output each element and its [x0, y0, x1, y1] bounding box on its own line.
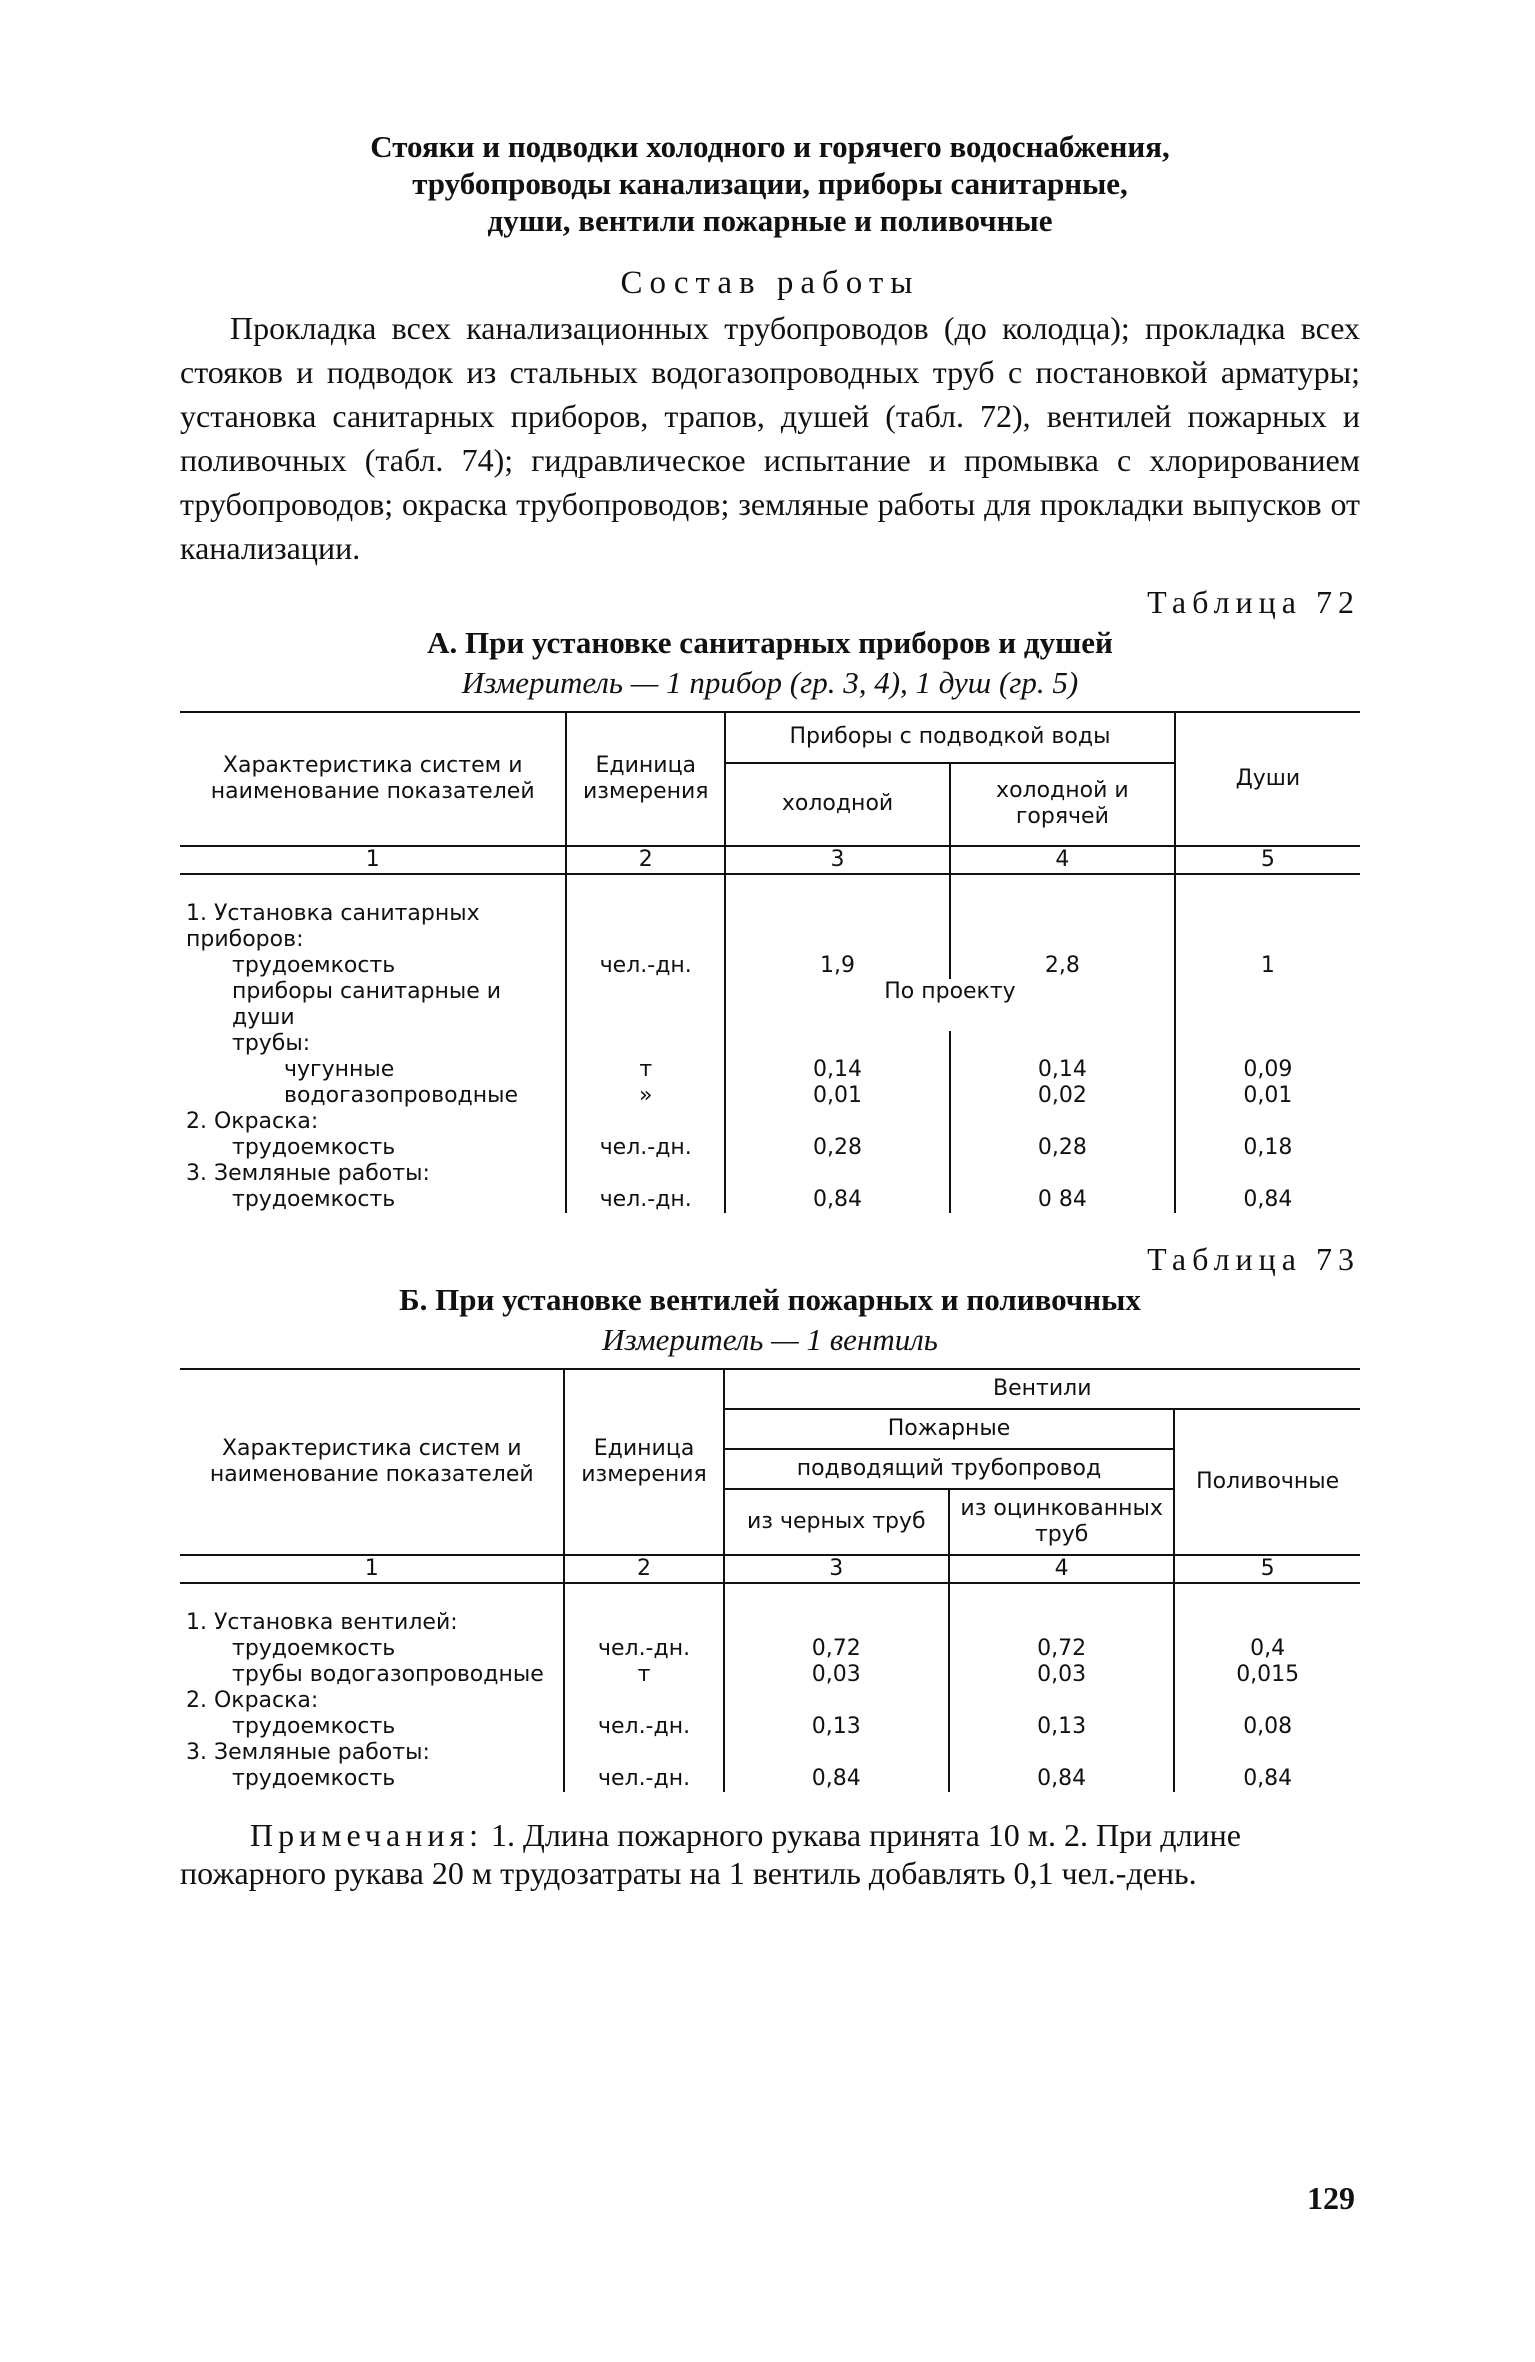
row-value-col4: 0,13 [949, 1714, 1174, 1740]
table73-colnum: 2 [564, 1555, 723, 1583]
table73-col4-header: из оцинкованных труб [949, 1489, 1174, 1555]
row-value-col5 [1174, 1688, 1360, 1714]
table73 [180, 1368, 1360, 1792]
row-value-col4 [949, 1740, 1174, 1766]
row-unit [566, 901, 725, 953]
heading-line: Стояки и подводки холодного и горячего водоснабжения, [370, 129, 1170, 164]
row-value-col3 [724, 1610, 949, 1636]
table72-col2-header: Единица измерения [566, 712, 725, 846]
work-composition-text: Прокладка всех канализационных трубопроводов (до колодца); прокладка всех стояков и подводок из стальных водогазопроводных труб с постановкой арматуры; установка санитарных приборов, трапов, душей (табл. 72), вентилей пожарных и поливочных (табл. 74); гидравлическое испытание и промывка с хлорированием трубопроводов; окраска трубопроводов; земляные работы для прокладки выпусков от канализации. [180, 310, 1360, 566]
row-unit: чел.-дн. [566, 1135, 725, 1161]
row-name: чугунные [284, 1057, 395, 1082]
row-value-col3: 1,9 [725, 953, 950, 979]
row-name: трудоемкость [232, 1135, 396, 1160]
row-name: 3. Земляные работы: [186, 1161, 430, 1186]
table72-body [180, 874, 1360, 1213]
table-row [180, 1688, 1360, 1714]
row-value-col4: 0,72 [949, 1636, 1174, 1662]
row-value-col4 [950, 1031, 1175, 1057]
row-name: трудоемкость [232, 953, 396, 978]
row-value-col5: 0,01 [1175, 1083, 1360, 1109]
row-unit [564, 1688, 723, 1714]
table-row [180, 1057, 1360, 1083]
row-unit: чел.-дн. [564, 1714, 723, 1740]
row-value-col3: 0,72 [724, 1636, 949, 1662]
table73-col1-header: Характеристика систем и наименование показателей [209, 1436, 534, 1487]
table72-col1-header: Характеристика систем и наименование показателей [210, 753, 535, 804]
row-unit: т [564, 1662, 723, 1688]
row-value-col5 [1175, 979, 1360, 1031]
row-value-col4: 0,02 [950, 1083, 1175, 1109]
row-value-col5: 0,08 [1174, 1714, 1360, 1740]
row-value-col5 [1175, 1161, 1360, 1187]
row-name: трудоемкость [232, 1187, 396, 1212]
table73-title: Б. При установке вентилей пожарных и поливочных [399, 1282, 1141, 1317]
row-value-col5 [1175, 1109, 1360, 1135]
table-row [180, 1135, 1360, 1161]
row-unit: чел.-дн. [566, 1187, 725, 1213]
row-unit [566, 979, 725, 1031]
row-value-col3: 0,14 [725, 1057, 950, 1083]
row-value-col5 [1175, 1031, 1360, 1057]
table72-group-header: Приборы с подводкой воды [725, 712, 1175, 763]
row-name: трубы: [232, 1031, 311, 1056]
row-name: 2. Окраска: [186, 1688, 319, 1713]
notes [180, 1816, 1360, 1892]
row-unit [564, 1740, 723, 1766]
table72-col5-header: Души [1175, 712, 1360, 846]
row-value-col3: 0,28 [725, 1135, 950, 1161]
table73-colnum: 5 [1174, 1555, 1360, 1583]
row-unit [566, 1161, 725, 1187]
table-row [180, 1636, 1360, 1662]
row-name: 3. Земляные работы: [186, 1740, 430, 1765]
table73-group-header: Вентили [724, 1369, 1360, 1409]
notes-text: 1. Длина пожарного рукава принята 10 м. 2. При длине пожарного рукава 20 м трудозатраты на 1 вентиль добавлять 0,1 чел.-день. [180, 1817, 1241, 1891]
table72-colnum: 1 [180, 846, 566, 874]
table73-body [180, 1583, 1360, 1792]
row-value-col3: 0,13 [724, 1714, 949, 1740]
row-value-col4: 2,8 [950, 953, 1175, 979]
table72-col4-header: холодной и горячей [950, 763, 1175, 846]
row-value-col5: 0,84 [1175, 1187, 1360, 1213]
row-name: водогазопроводные [284, 1083, 519, 1108]
table73-subgroup-header: Пожарные [724, 1409, 1175, 1449]
row-value-col4 [950, 1109, 1175, 1135]
row-name: трубы водогазопроводные [232, 1662, 544, 1687]
table-row [180, 1083, 1360, 1109]
table72-unit: Измеритель — 1 прибор (гр. 3, 4), 1 душ (гр. 5) [461, 665, 1079, 700]
row-value-col4: 0,14 [950, 1057, 1175, 1083]
row-name: трудоемкость [232, 1766, 396, 1791]
row-value-col4: 0,03 [949, 1662, 1174, 1688]
row-value-col3 [725, 1109, 950, 1135]
row-value-col5 [1175, 901, 1360, 953]
row-unit: чел.-дн. [564, 1766, 723, 1792]
row-unit: чел.-дн. [564, 1636, 723, 1662]
notes-label: Примечания: [250, 1817, 484, 1853]
table72-colnum: 2 [566, 846, 725, 874]
page-number: 129 [1307, 2180, 1355, 2216]
table-row [180, 979, 1360, 1031]
row-unit: т [566, 1057, 725, 1083]
table73-col3-header: из черных труб [724, 1489, 949, 1555]
table72-colnum: 3 [725, 846, 950, 874]
table-row [180, 953, 1360, 979]
row-name: 1. Установка вентилей: [186, 1610, 458, 1635]
row-name: трудоемкость [232, 1714, 396, 1739]
table72 [180, 711, 1360, 1213]
table-row [180, 1109, 1360, 1135]
table73-col5-header: Поливочные [1174, 1409, 1360, 1555]
row-value-col3: 0,03 [724, 1662, 949, 1688]
row-value-col4: 0,28 [950, 1135, 1175, 1161]
page [180, 128, 1360, 1892]
row-value-col3 [725, 901, 950, 953]
table72-title: А. При установке санитарных приборов и душей [427, 625, 1113, 660]
row-value-col3: 0,84 [725, 1187, 950, 1213]
table-row [180, 1766, 1360, 1792]
row-value-col5 [1174, 1610, 1360, 1636]
row-value-col4: 0 84 [950, 1187, 1175, 1213]
row-unit [566, 1031, 725, 1057]
table73-colnum: 1 [180, 1555, 564, 1583]
row-name: трудоемкость [232, 1636, 396, 1661]
work-composition-title: Состав работы [620, 265, 920, 301]
row-value-col4 [949, 1688, 1174, 1714]
row-span-value: По проекту [725, 979, 1175, 1031]
row-value-col5: 1 [1175, 953, 1360, 979]
table73-unit: Измеритель — 1 вентиль [602, 1322, 938, 1357]
row-unit: » [566, 1083, 725, 1109]
row-unit: чел.-дн. [566, 953, 725, 979]
row-value-col3 [725, 1031, 950, 1057]
table72-col3-header: холодной [725, 763, 950, 846]
row-value-col4 [949, 1610, 1174, 1636]
table-row [180, 901, 1360, 953]
row-value-col5: 0,4 [1174, 1636, 1360, 1662]
table73-subsub-header: подводящий трубопровод [724, 1449, 1175, 1489]
row-value-col3 [724, 1688, 949, 1714]
row-unit [566, 1109, 725, 1135]
row-value-col4 [950, 1161, 1175, 1187]
table-row [180, 1610, 1360, 1636]
row-name: приборы санитарные и души [232, 979, 502, 1030]
row-value-col3: 0,84 [724, 1766, 949, 1792]
table73-colnum: 4 [949, 1555, 1174, 1583]
row-value-col5: 0,84 [1174, 1766, 1360, 1792]
heading-line: души, вентили пожарные и поливочные [487, 203, 1053, 238]
table-row [180, 1714, 1360, 1740]
table-row [180, 1031, 1360, 1057]
table-row [180, 1662, 1360, 1688]
row-name: 2. Окраска: [186, 1109, 319, 1134]
row-value-col3 [724, 1740, 949, 1766]
row-value-col3: 0,01 [725, 1083, 950, 1109]
table-row [180, 1740, 1360, 1766]
row-value-col5 [1174, 1740, 1360, 1766]
table72-colnum: 5 [1175, 846, 1360, 874]
row-name: 1. Установка санитарных приборов: [186, 901, 480, 952]
section-heading [180, 128, 1360, 239]
row-value-col5: 0,18 [1175, 1135, 1360, 1161]
table73-col2-header: Единица измерения [564, 1369, 723, 1555]
table73-colnum: 3 [724, 1555, 949, 1583]
row-value-col5: 0,015 [1174, 1662, 1360, 1688]
table72-colnum: 4 [950, 846, 1175, 874]
table72-label: Таблица 72 [1147, 584, 1360, 620]
row-value-col5: 0,09 [1175, 1057, 1360, 1083]
table-row [180, 1187, 1360, 1213]
table-row [180, 1161, 1360, 1187]
heading-line: трубопроводы канализации, приборы санитарные, [412, 166, 1128, 201]
row-value-col4: 0,84 [949, 1766, 1174, 1792]
table73-label: Таблица 73 [1147, 1241, 1360, 1277]
row-value-col4 [950, 901, 1175, 953]
row-value-col3 [725, 1161, 950, 1187]
row-unit [564, 1610, 723, 1636]
